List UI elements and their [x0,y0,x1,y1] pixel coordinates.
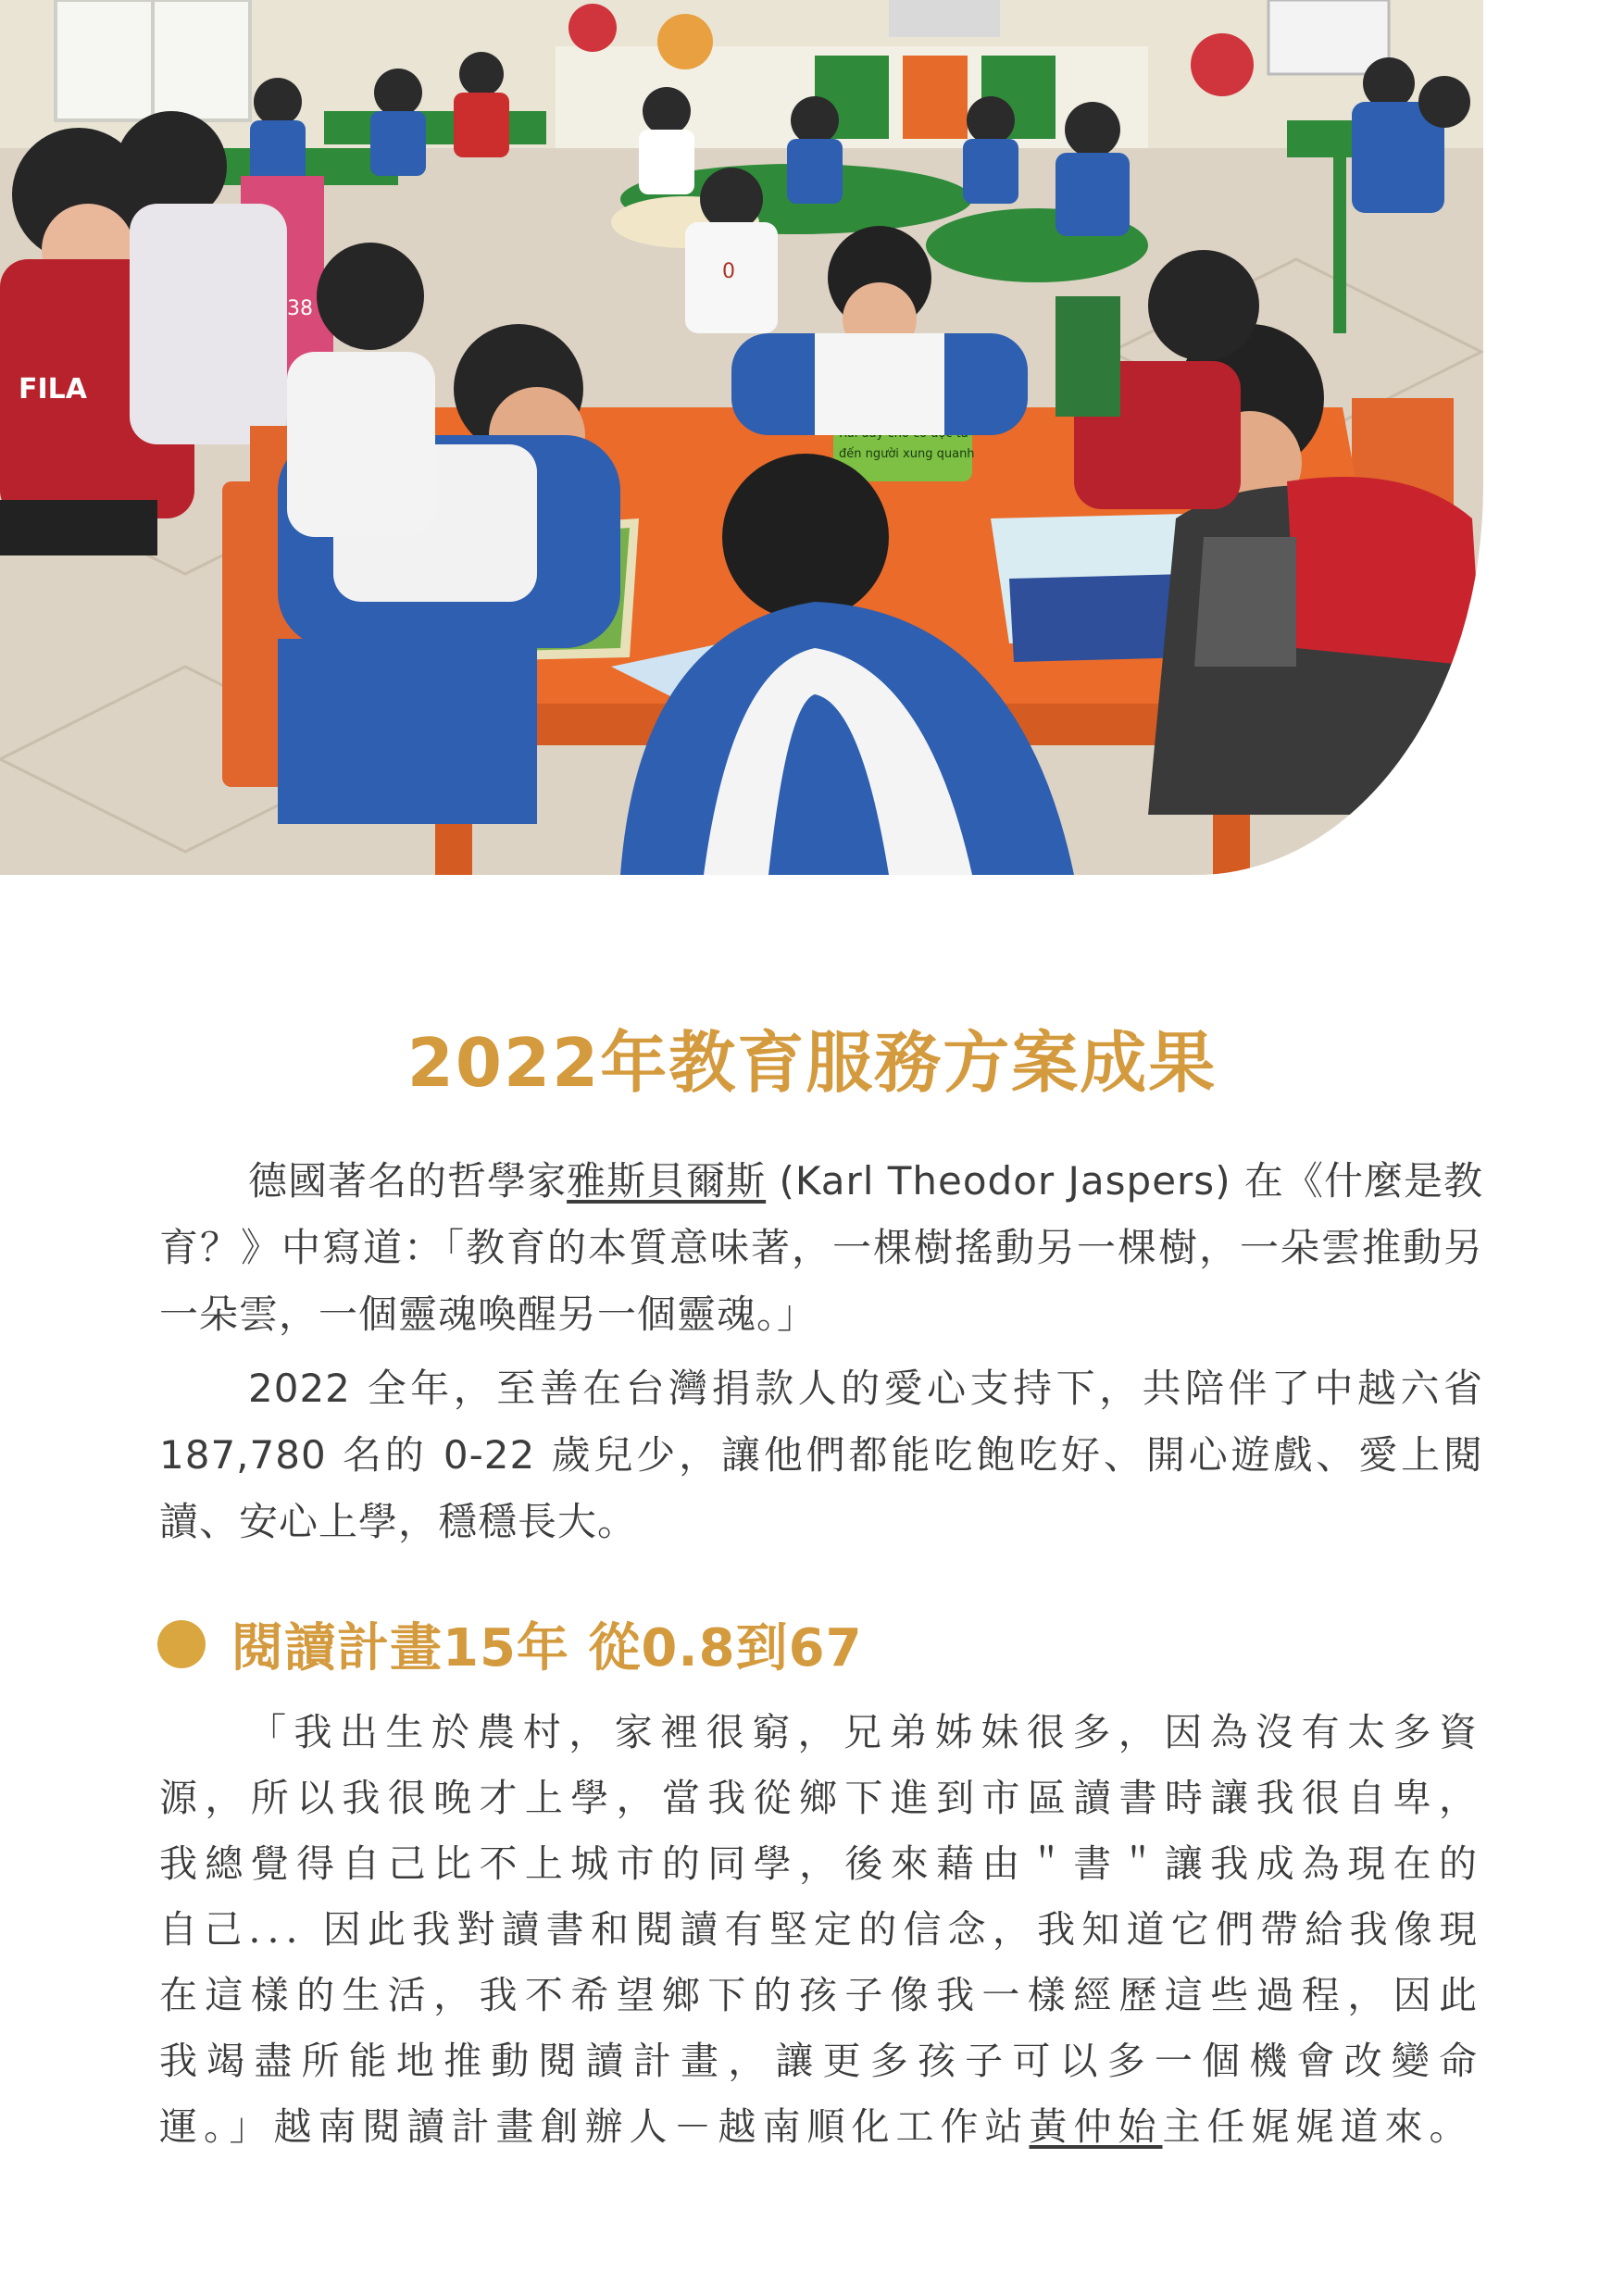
bullet-dot-icon [157,1620,206,1668]
section-title: 閱讀計畫15年 從0.8到67 [231,1618,863,1678]
classroom-photo [0,0,1483,875]
intro-part-1: 德國著名的哲學家 [248,1158,568,1204]
jersey-text: FILA [19,373,87,406]
quote-paragraph [159,1700,1483,2160]
chair-number: 38 [287,297,313,320]
summary-paragraph: 2022 全年，至善在台灣捐款人的愛心支持下，共陪伴了中越六省 187,780 名的 0-22 歲兒少，讓他們都能吃飽吃好、開心遊戲、愛上閱讀、安心上學，穩穩長大。 [159,1366,1483,1544]
philosopher-name: 雅斯貝爾斯 [567,1158,767,1204]
intro-part-2: (Karl Theodor Jaspers) 在《什麼是教育？》中寫道：「教育的本質意味著，一棵樹搖動另一棵樹，一朵雲推動另一朵雲，一個靈魂喚醒另一個靈魂。」 [159,1158,1483,1337]
sign-text-2: đến người xung quanh [839,447,975,461]
quote-person-name: 黃仲始 [1029,2104,1163,2149]
intro-paragraph [159,1148,1483,1348]
classroom-illustration [0,0,1483,875]
quote-part-2: 主任娓娓道來。 [1162,2104,1474,2149]
chair-number-2: 0 [722,260,735,283]
section-heading [157,1607,863,1681]
quote-part-1: 「我出生於農村，家裡很窮，兄弟姊妹很多，因為沒有太多資源，所以我很晚才上學，當我從鄉下進到市區讀書時讓我很自卑，我總覺得自己比不上城市的同學，後來藉由＂書＂讓我成為現在的自己... 因此我對讀書和閱讀有堅定的信念，我知道它們帶給我像現在這樣的生活，我不希望鄉下的孩子像我一樣經歷這些過程，因此我竭盡所能地推動閱讀計畫，讓更多孩子可以多一個機會改變命運。」越南閱讀計畫創辦人－越南順化工作站 [159,1710,1483,2149]
page-title: 2022年教育服務方案成果 [406,1024,1218,1102]
